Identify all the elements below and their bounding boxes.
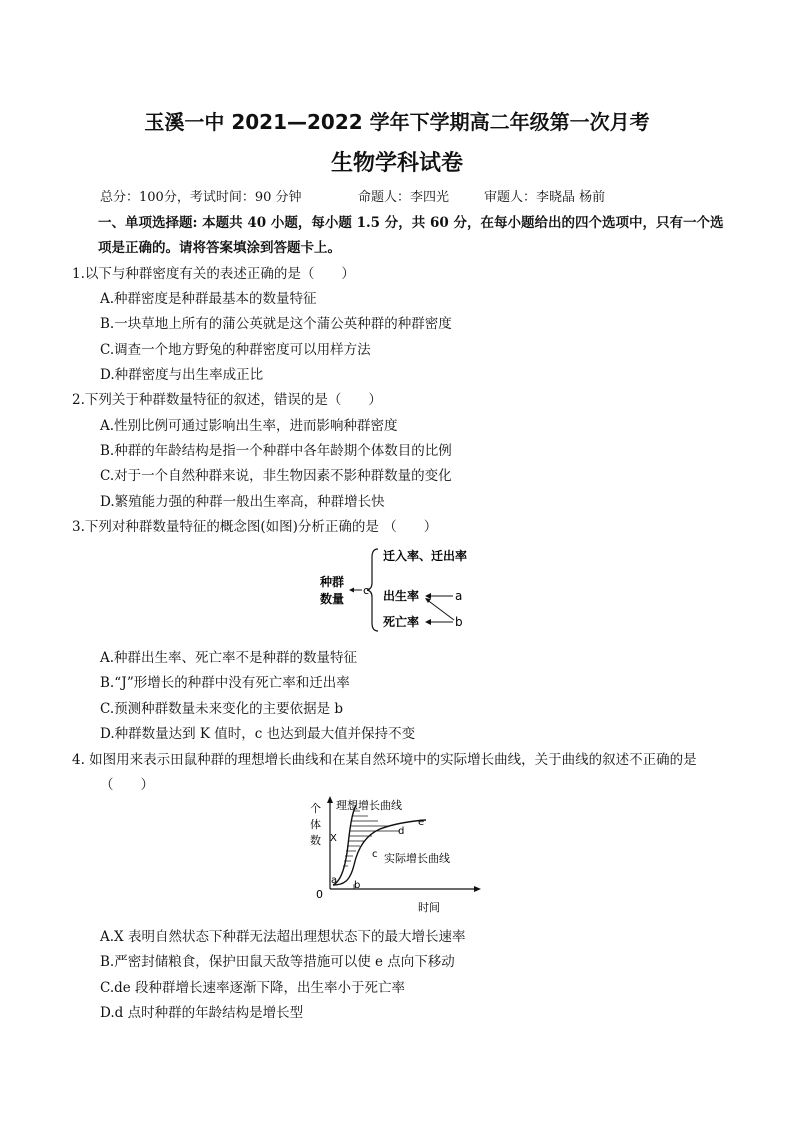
graph-label-d: d	[398, 826, 405, 837]
graph-ideal-label: 理想增长曲线	[336, 799, 402, 812]
graph-y-label-3: 数	[310, 834, 321, 847]
exam-subtitle: 生物学科试卷	[330, 151, 463, 176]
graph-label-x: X	[330, 833, 337, 844]
question-1-option-d: D.种群密度与出生率成正比	[100, 367, 264, 383]
diagram-label-migration: 迁入率、迁出率	[383, 549, 468, 563]
question-4-option-c: C.de 段种群增长速率逐渐下降，出生率小于死亡率	[100, 980, 406, 996]
exam-title: 玉溪一中 2021—2022 学年下学期高二年级第一次月考	[144, 110, 650, 134]
question-1-option-c: C.调查一个地方野兔的种群密度可以用样方法	[100, 342, 371, 358]
question-2-option-c: C.对于一个自然种群来说，非生物因素不影种群数量的变化	[100, 468, 452, 484]
diagram-arrow-b-head	[425, 619, 431, 625]
question-3-option-a: A.种群出生率、死亡率不是种群的数量特征	[100, 650, 358, 666]
question-2-option-d: D.繁殖能力强的种群一般出生率高，种群增长快	[100, 494, 385, 510]
diagram-arrow-a-head	[425, 593, 431, 599]
graph-y-axis-arrow	[327, 796, 333, 803]
graph-ideal-curve	[333, 805, 356, 885]
diagram-label-death: 死亡率	[383, 615, 420, 629]
graph-label-a: a	[331, 875, 338, 886]
question-2-stem: 2.下列关于种群数量特征的叙述，错误的是（ ）	[72, 392, 382, 408]
question-1-option-b: B.一块草地上所有的蒲公英就是这个蒲公英种群的种群密度	[100, 316, 452, 332]
exam-author: 命题人：李四光	[358, 190, 450, 205]
diagram-label-quantity: 数量	[320, 592, 345, 606]
population-concept-diagram	[316, 543, 476, 635]
section-heading-line2: 项是正确的。请将答案填涂到答题卡上。	[98, 240, 341, 256]
question-3-option-d: D.种群数量达到 K 值时，c 也达到最大值并保持不变	[100, 726, 416, 742]
graph-label-e: e	[418, 817, 425, 828]
diagram-label-b: b	[455, 615, 463, 629]
graph-x-axis-arrow	[474, 886, 481, 892]
graph-origin: 0	[316, 888, 323, 901]
diagram-brace	[367, 549, 378, 631]
diagram-arrow-c-head	[349, 588, 354, 593]
diagram-arrow-b-diagonal	[426, 599, 454, 620]
question-4-stem-line2: （ ）	[100, 777, 154, 793]
question-4-option-d: D.d 点时种群的年龄结构是增长型	[100, 1005, 304, 1021]
growth-curve-graph	[300, 793, 490, 917]
graph-y-label-2: 体	[310, 818, 321, 831]
question-2-option-a: A.性别比例可通过影响出生率，进而影响种群密度	[100, 418, 398, 434]
section-heading-line1: 一、单项选择题: 本题共 40 小题，每小题 1.5 分，共 60 分，在每小题给出的四个选项中，只有一个选	[98, 215, 724, 231]
diagram-label-c: c	[363, 584, 370, 597]
question-4-stem-line1: 4. 如图用来表示田鼠种群的理想增长曲线和在某自然环境中的实际增长曲线，关于曲线的叙述不正确的是	[72, 752, 697, 768]
question-3-option-c: C.预测种群数量未来变化的主要依据是 b	[100, 701, 344, 717]
diagram-label-population: 种群	[320, 575, 345, 589]
question-2-option-b: B.种群的年龄结构是指一个种群中各年龄期个体数目的比例	[100, 443, 452, 459]
graph-label-c: c	[372, 849, 378, 860]
exam-total-time: 总分：100分，考试时间：90 分钟	[100, 190, 302, 205]
graph-label-b: b	[354, 880, 361, 891]
question-1-option-a: A.种群密度是种群最基本的数量特征	[100, 291, 317, 307]
graph-actual-label: 实际增长曲线	[384, 852, 450, 865]
graph-x-label: 时间	[418, 901, 440, 914]
question-3-stem: 3.下列对种群数量特征的概念图(如图)分析正确的是 （ ）	[72, 519, 438, 535]
question-3-option-b: B.“J”形增长的种群中没有死亡率和迁出率	[100, 675, 350, 691]
question-1-stem: 1.以下与种群密度有关的表述正确的是（ ）	[72, 266, 355, 282]
question-4-option-b: B.严密封储粮食，保护田鼠天敌等措施可以使 e 点向下移动	[100, 954, 455, 970]
question-4-option-a: A.X 表明自然状态下种群无法超出理想状态下的最大增长速率	[100, 929, 466, 945]
exam-reviewer: 审题人：李晓晶 杨前	[484, 190, 606, 205]
diagram-label-a: a	[455, 589, 463, 603]
diagram-label-birth: 出生率	[383, 589, 420, 603]
graph-y-label-1: 个	[310, 802, 321, 815]
